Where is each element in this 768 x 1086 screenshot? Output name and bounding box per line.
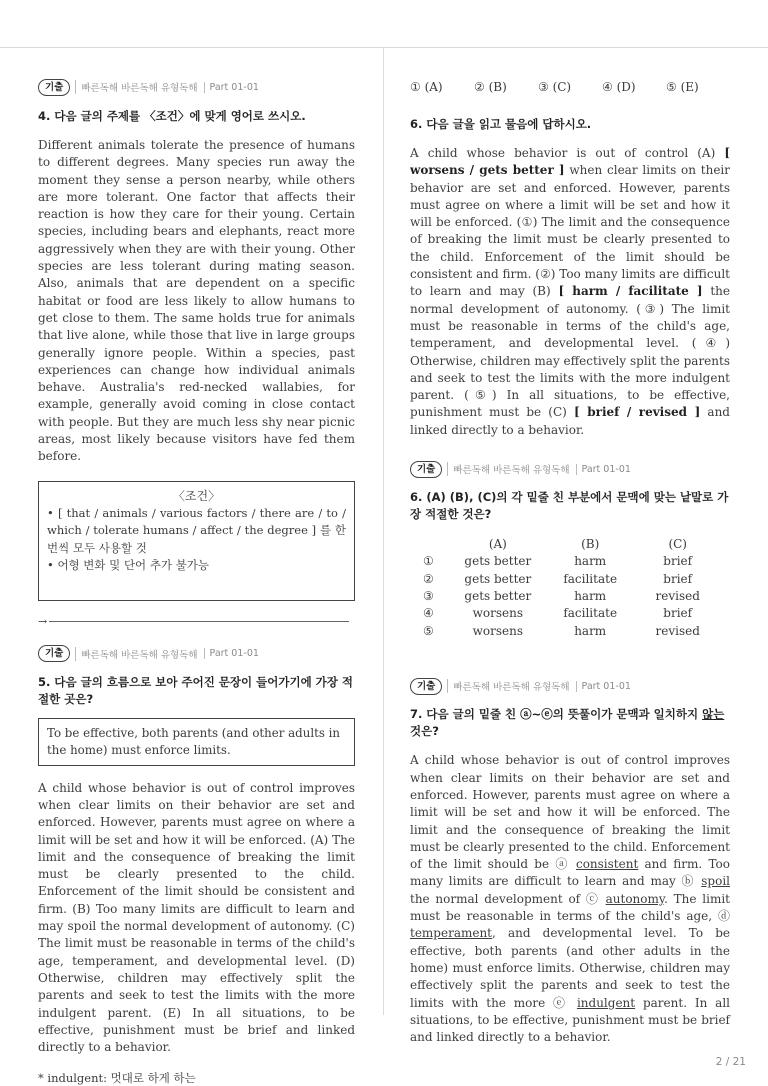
right-column bbox=[410, 78, 730, 1046]
condition-item-1: • [ that / animals / various factors / there are / to / which / tolerate humans / affect / the degree ] 를 한 번씩 모두 사용할 것 bbox=[47, 505, 346, 555]
question-tag-row bbox=[410, 677, 730, 695]
question-6b-title: 6. (A) (B), (C)의 각 밑줄 친 부분에서 문맥에 맞는 낱말로 가장 적절한 것은? bbox=[410, 490, 729, 522]
exam-badge: 기출 bbox=[410, 461, 442, 478]
condition-box bbox=[38, 481, 355, 601]
source-label: 빠른독해 바른독해 유형독해 bbox=[75, 80, 197, 94]
choices-table bbox=[416, 535, 730, 639]
left-column bbox=[38, 78, 355, 1086]
option-1[interactable]: ① (A) bbox=[410, 80, 443, 94]
question-7-title: 7. 다음 글의 밑줄 친 ⓐ~ⓔ의 뜻풀이가 문맥과 일치하지 않는 것은? bbox=[410, 707, 725, 739]
cell: revised bbox=[655, 588, 700, 603]
footnote: * indulgent: 멋대로 하게 하는 bbox=[38, 1071, 196, 1086]
table-row[interactable] bbox=[416, 605, 730, 622]
part-label: Part 01-01 bbox=[204, 82, 259, 93]
choice-number: ① bbox=[422, 554, 434, 569]
page-number: 2 / 21 bbox=[715, 1056, 746, 1068]
option-5[interactable]: ⑤ (E) bbox=[666, 80, 699, 94]
question-5-passage: A child whose behavior is out of control improves when clear limits on their behavior are set and enforced. However, parents must agree on where a limit will be set and how it will be enforced. (A) The limit and the consequence of breaking the limit must be clearly presented to the child. Enforcement of the limit should be consistent and firm. (B) Too many limits are difficult to learn and may spoil the normal development of autonomy. (C) The limit must be reasonable in terms of the child's age, temperament, and developmental level. (D) Otherwise, children may effectively split the parents and seek to test the limits with the more indulgent parent. (E) In all situations, to be effective, punishment must be brief and linked directly to a behavior. bbox=[38, 780, 355, 1055]
table-header-row bbox=[416, 535, 730, 552]
cell: harm bbox=[574, 554, 607, 569]
question-7-passage: A child whose behavior is out of control improves when clear limits on their behavior are set and enforced. However, parents must agree on where a limit will be set and how it will be enforced. The limit and the consequence of breaking the limit must be clearly presented to the child. Enforcement of the limit should be ⓐ consistent and firm. Too many limits are difficult to learn and may ⓑ spoil the normal development of ⓒ autonomy. The limit must be reasonable in terms of the child's age, ⓓ temperament, and developmental level. To be effective, both parents (and other adults in the home) must enforce limits. Otherwise, children may effectively split the parents and seek to test the limits with the more ⓔ indulgent parent. In all situations, to be effective, punishment must be brief and linked directly to a behavior. bbox=[410, 753, 731, 1045]
underlined-word-d: temperament bbox=[410, 926, 493, 941]
table-row[interactable] bbox=[416, 552, 730, 569]
exam-badge: 기출 bbox=[410, 678, 442, 695]
underlined-word-e: indulgent bbox=[576, 995, 636, 1010]
question-tag-row bbox=[410, 460, 730, 478]
cell: brief bbox=[663, 606, 693, 621]
underlined-word-c: autonomy bbox=[605, 891, 665, 906]
choice-number: ③ bbox=[422, 588, 434, 603]
condition-item-2: • 어형 변화 및 단어 추가 불가능 bbox=[47, 558, 210, 573]
option-3[interactable]: ③ (C) bbox=[538, 80, 572, 94]
part-label: Part 01-01 bbox=[576, 681, 631, 692]
table-row[interactable] bbox=[416, 622, 730, 639]
cell: gets better bbox=[464, 571, 532, 586]
arrow-icon: → bbox=[38, 614, 48, 628]
cell: worsens bbox=[472, 606, 524, 621]
cell: harm bbox=[574, 623, 607, 638]
cell: facilitate bbox=[563, 571, 618, 586]
cell: harm bbox=[574, 588, 607, 603]
source-label: 빠른독해 바른독해 유형독해 bbox=[447, 679, 569, 693]
exam-badge: 기출 bbox=[38, 645, 70, 662]
exam-badge: 기출 bbox=[38, 79, 70, 96]
cell: brief bbox=[663, 554, 693, 569]
answer-line[interactable] bbox=[38, 615, 355, 628]
part-label: Part 01-01 bbox=[204, 648, 259, 659]
source-label: 빠른독해 바른독해 유형독해 bbox=[447, 462, 569, 476]
underlined-word-a: consistent bbox=[575, 857, 639, 872]
question-4-title: 4. 다음 글의 주제를 〈조건〉에 맞게 영어로 쓰시오. bbox=[38, 109, 306, 123]
table-row[interactable] bbox=[416, 570, 730, 587]
cell: gets better bbox=[464, 588, 532, 603]
part-label: Part 01-01 bbox=[576, 464, 631, 475]
given-sentence-box: To be effective, both parents (and other adults in the home) must enforce limits. bbox=[38, 718, 355, 766]
question-6-title: 6. 다음 글을 읽고 물음에 답하시오. bbox=[410, 117, 592, 131]
question-tag-row bbox=[38, 645, 355, 663]
table-row[interactable] bbox=[416, 587, 730, 604]
option-2[interactable]: ② (B) bbox=[474, 80, 507, 94]
question-5-title: 5. 다음 글의 흐름으로 보아 주어진 문장이 들어가기에 가장 적절한 곳은? bbox=[38, 674, 354, 706]
option-4[interactable]: ④ (D) bbox=[602, 80, 636, 94]
underlined-word-b: spoil bbox=[701, 874, 730, 889]
cell: worsens bbox=[472, 623, 524, 638]
question-5-options bbox=[410, 80, 730, 94]
column-header: (B) bbox=[581, 536, 600, 551]
cell: facilitate bbox=[563, 606, 618, 621]
choice-number: ⑤ bbox=[422, 623, 434, 638]
question-6-passage: A child whose behavior is out of control (A) [ worsens / gets better ] when clear limits on their behavior are set and enforced. However, parents must agree on where a limit will be set and how it will be enforced. (①) The limit and the consequence of breaking the limit must be clearly presented to the child. Enforcement of the limit should be consistent and firm. (②) Too many limits are difficult to learn and may (B) [ harm / facilitate ] the normal development of autonomy. (③) The limit must be reasonable in terms of the child's age, temperament, and developmental level. (④) Otherwise, children may effectively split the parents and seek to test the limits with the more indulgent parent. (⑤) In all situations, to be effective, punishment must be (C) [ brief / revised ] and linked directly to a behavior. bbox=[410, 146, 730, 437]
cell: gets better bbox=[464, 554, 532, 569]
header-rule bbox=[0, 47, 768, 48]
question-4-passage: Different animals tolerate the presence of humans to different degrees. Many species run away the moment they sense a person nearby, while others are more tolerant. One factor that affects their reaction is how they care for their young. Certain species, including bears and elephants, react more aggressively when they are with their young. Other species are less tolerant during mating season. Also, animals that are dependent on a specific habitat or food are less likely to allow humans to get close to them. The same holds true for animals that live alone, while those that live in large groups generally ignore people. Within a species, past experiences can change how individual animals behave. Australia's red-necked wallabies, for example, generally avoid coming in close contact with people. But they are much less shy near picnic areas, most likely because visitors have fed them before. bbox=[38, 138, 355, 464]
question-tag-row bbox=[38, 78, 355, 96]
column-header: (A) bbox=[488, 536, 507, 551]
choice-number: ④ bbox=[422, 606, 434, 621]
column-divider bbox=[383, 48, 384, 1015]
cell: brief bbox=[663, 571, 693, 586]
answer-blank bbox=[49, 621, 349, 622]
condition-title: 〈조건〉 bbox=[172, 488, 221, 503]
source-label: 빠른독해 바른독해 유형독해 bbox=[75, 647, 197, 661]
cell: revised bbox=[655, 623, 700, 638]
choice-number: ② bbox=[422, 571, 434, 586]
column-header: (C) bbox=[668, 536, 687, 551]
